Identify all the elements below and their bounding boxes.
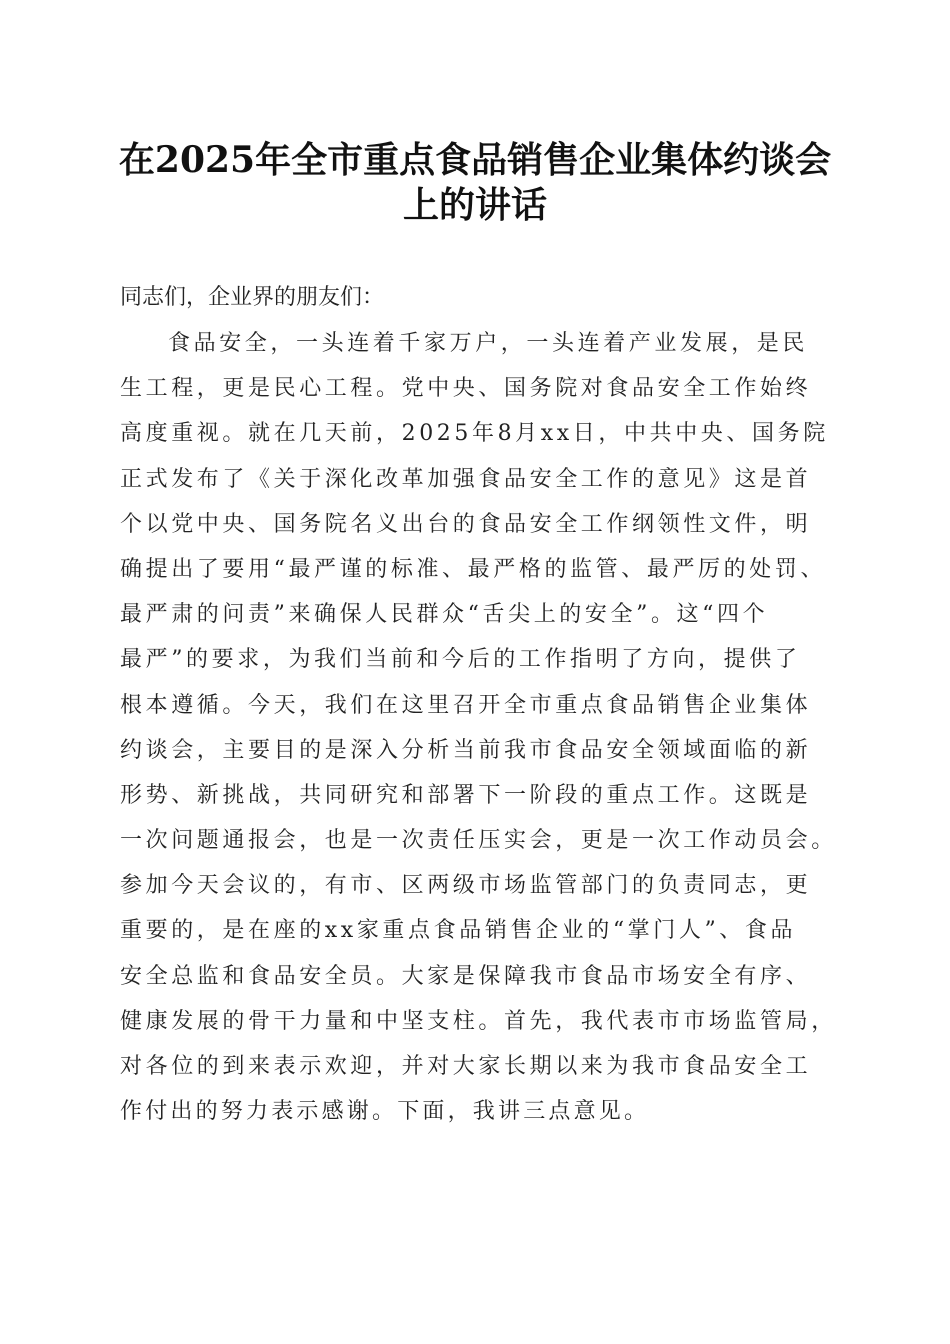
paragraph-line: 约谈会，主要目的是深入分析当前我市食品安全领域面临的新 bbox=[120, 737, 812, 763]
paragraph-line: 重要的，是在座的xx家重点食品销售企业的“掌门人”、食品 bbox=[120, 918, 797, 944]
paragraph-line: 安全总监和食品安全员。大家是保障我市食品市场安全有序、 bbox=[120, 963, 812, 989]
paragraph-line: 根本遵循。今天，我们在这里召开全市重点食品销售企业集体 bbox=[120, 692, 812, 718]
greeting: 同志们，企业界的朋友们： bbox=[120, 285, 385, 310]
title-line: 上的讲话 bbox=[402, 184, 547, 226]
paragraph-line: 最严”的要求，为我们当前和今后的工作指明了方向，提供了 bbox=[120, 647, 801, 673]
paragraph-line: 一次问题通报会，也是一次责任压实会，更是一次工作动员会。 bbox=[120, 828, 837, 854]
paragraph-line: 正式发布了《关于深化改革加强食品安全工作的意见》这是首 bbox=[120, 466, 812, 492]
paragraph-line: 对各位的到来表示欢迎，并对大家长期以来为我市食品安全工 bbox=[120, 1054, 812, 1079]
paragraph-line: 生工程，更是民心工程。党中央、国务院对食品安全工作始终 bbox=[120, 376, 812, 402]
paragraph-line: 个以党中央、国务院名义出台的食品安全工作纲领性文件，明 bbox=[120, 511, 812, 537]
paragraph-line: 确提出了要用“最严谨的标准、最严格的监管、最严厉的处罚、 bbox=[120, 556, 827, 582]
paragraph-line: 作付出的努力表示感谢。下面，我讲三点意见。 bbox=[120, 1099, 650, 1125]
paragraph-line: 最严肃的问责”来确保人民群众“舌尖上的安全”。这“四个 bbox=[120, 602, 769, 628]
paragraph-line: 形势、新挑战，共同研究和部署下一阶段的重点工作。这既是 bbox=[120, 782, 812, 808]
paragraph-line: 健康发展的骨干力量和中坚支柱。首先，我代表市市场监管局， bbox=[120, 1008, 837, 1034]
document-title bbox=[110, 138, 840, 228]
paragraph-line: 食品安全，一头连着千家万户，一头连着产业发展，是民 bbox=[168, 331, 809, 356]
body-paragraph bbox=[120, 326, 840, 1139]
title-line: 在2025年全市重点食品销售企业集体约谈会 bbox=[118, 139, 832, 181]
paragraph-line: 参加今天会议的，有市、区两级市场监管部门的负责同志，更 bbox=[120, 873, 812, 899]
paragraph-line: 高度重视。就在几天前，2025年8月xx日，中共中央、国务院 bbox=[120, 421, 829, 447]
